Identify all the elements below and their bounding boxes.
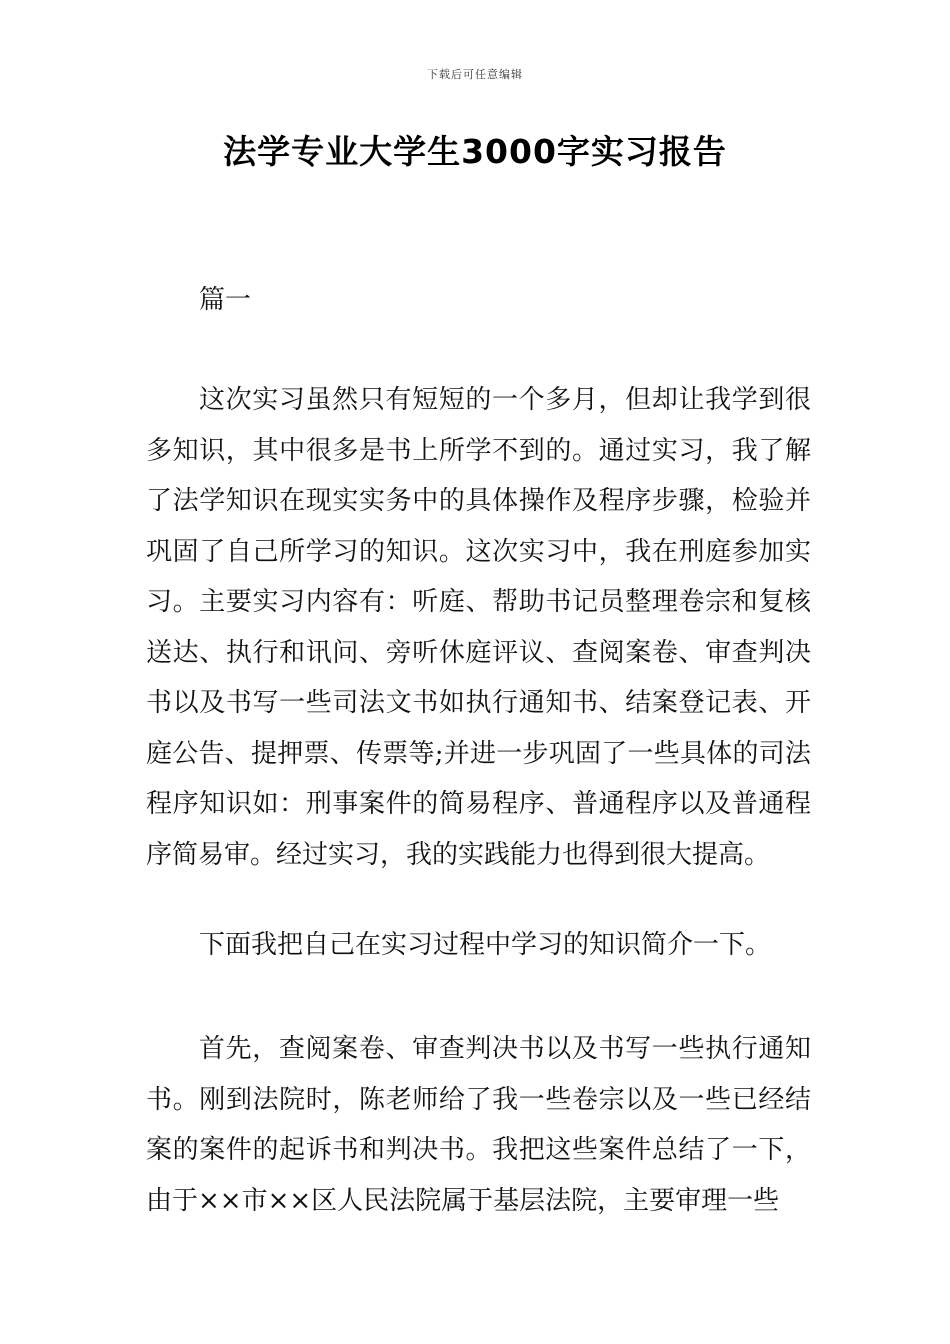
document-title: 法学专业大学生3000字实习报告 xyxy=(223,132,727,171)
paragraph: 下面我把自己在实习过程中学习的知识简介一下。 xyxy=(199,930,772,960)
paragraph: 这次实习虽然只有短短的一个多月，但却让我学到很多知识，其中很多是书上所学不到的。通过实习，我了解了法学知识在现实实务中的具体操作及程序步骤，检验并巩固了自己所学习的知识。这次实习中，我在刑庭参加实习。主要实习内容有：听庭、帮助书记员整理卷宗和复核送达、执行和讯问、旁听休庭评议、查阅案卷、审查判决书以及书写一些司法文书如执行通知书、结案登记表、开庭公告、提押票、传票等;并进一步巩固了一些具体的司法程序知识如：刑事案件的简易程序、普通程序以及普通程序简易审。经过实习，我的实践能力也得到很大提高。 xyxy=(146,385,811,870)
paragraph: 首先，查阅案卷、审查判决书以及书写一些执行通知书。刚到法院时，陈老师给了我一些卷宗以及一些已经结案的案件的起诉书和判决书。我把这些案件总结了一下，由于××市××区人民法院属于基层法院，主要审理一些 xyxy=(146,1034,811,1216)
section-heading: 篇一 xyxy=(199,285,252,315)
header-note: 下载后可任意编辑 xyxy=(427,68,523,81)
